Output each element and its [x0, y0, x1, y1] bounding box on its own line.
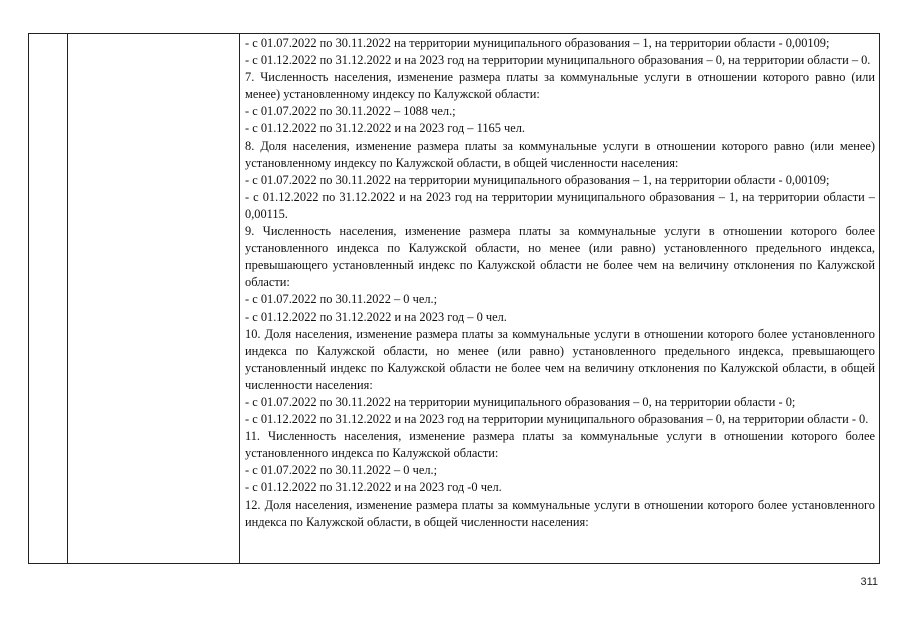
paragraph: - с 01.07.2022 по 30.11.2022 на территории муниципального образования – 1, на территории области - 0,00109; — [245, 172, 830, 187]
table-row — [29, 34, 880, 564]
paragraph: - с 01.12.2022 по 31.12.2022 и на 2023 год – 1165 чел. — [245, 121, 526, 136]
content-text — [240, 34, 879, 531]
paragraph: - с 01.12.2022 по 31.12.2022 и на 2023 год на территории муниципального образования – 0, на территории области - 0. — [245, 412, 869, 427]
paragraph: - с 01.07.2022 по 30.11.2022 – 1088 чел.; — [245, 104, 456, 119]
paragraph: - с 01.12.2022 по 31.12.2022 и на 2023 год на территории муниципального образования – 1, на территории области – 0,00115. — [245, 189, 875, 221]
number-column-cell — [29, 34, 68, 564]
paragraph: 11. Численность населения, изменение размера платы за коммунальные услуги в отношении которого более установленного индекса по Калужской области: — [245, 429, 875, 461]
page-number: 311 — [860, 576, 878, 588]
paragraph: - с 01.07.2022 по 30.11.2022 – 0 чел.; — [245, 463, 438, 478]
paragraph: - с 01.07.2022 по 30.11.2022 – 0 чел.; — [245, 292, 438, 307]
paragraph: 7. Численность населения, изменение размера платы за коммунальные услуги в отношении которого равно (или менее) установленному индексу по Калужской области: — [245, 70, 875, 102]
document-table — [28, 33, 880, 564]
paragraph: - с 01.12.2022 по 31.12.2022 и на 2023 год -0 чел. — [245, 480, 502, 495]
paragraph: - с 01.07.2022 по 30.11.2022 на территории муниципального образования – 1, на территории области - 0,00109; — [245, 36, 830, 50]
paragraph: 9. Численность населения, изменение размера платы за коммунальные услуги в отношении которого более установленного индекса по Калужской области, но менее (или равно) установленного предельного индекса, превышающего установленный индекс по Калужской области не более чем на величину отклонения по Калужской области: — [245, 224, 875, 290]
paragraph: - с 01.12.2022 по 31.12.2022 и на 2023 год на территории муниципального образования – 0, на территории области – 0. — [245, 53, 871, 68]
content-column-cell — [240, 34, 880, 564]
paragraph: 12. Доля населения, изменение размера платы за коммунальные услуги в отношении которого более установленного индекса по Калужской области, в общей численности населения: — [245, 497, 875, 529]
paragraph: - с 01.12.2022 по 31.12.2022 и на 2023 год – 0 чел. — [245, 309, 507, 324]
paragraph: - с 01.07.2022 по 30.11.2022 на территории муниципального образования – 0, на территории области - 0; — [245, 394, 796, 409]
paragraph: 10. Доля населения, изменение размера платы за коммунальные услуги в отношении которого более установленного индекса по Калужской области, но менее (или равно) установленного предельного индекса, превышающего установленный индекс по Калужской области не более чем на величину отклонения по Калужской области, в общей численности населения: — [245, 326, 875, 392]
paragraph: 8. Доля населения, изменение размера платы за коммунальные услуги в отношении которого равно (или менее) установленному индексу по Калужской области, в общей численности населения: — [245, 138, 875, 170]
title-column-cell — [68, 34, 240, 564]
